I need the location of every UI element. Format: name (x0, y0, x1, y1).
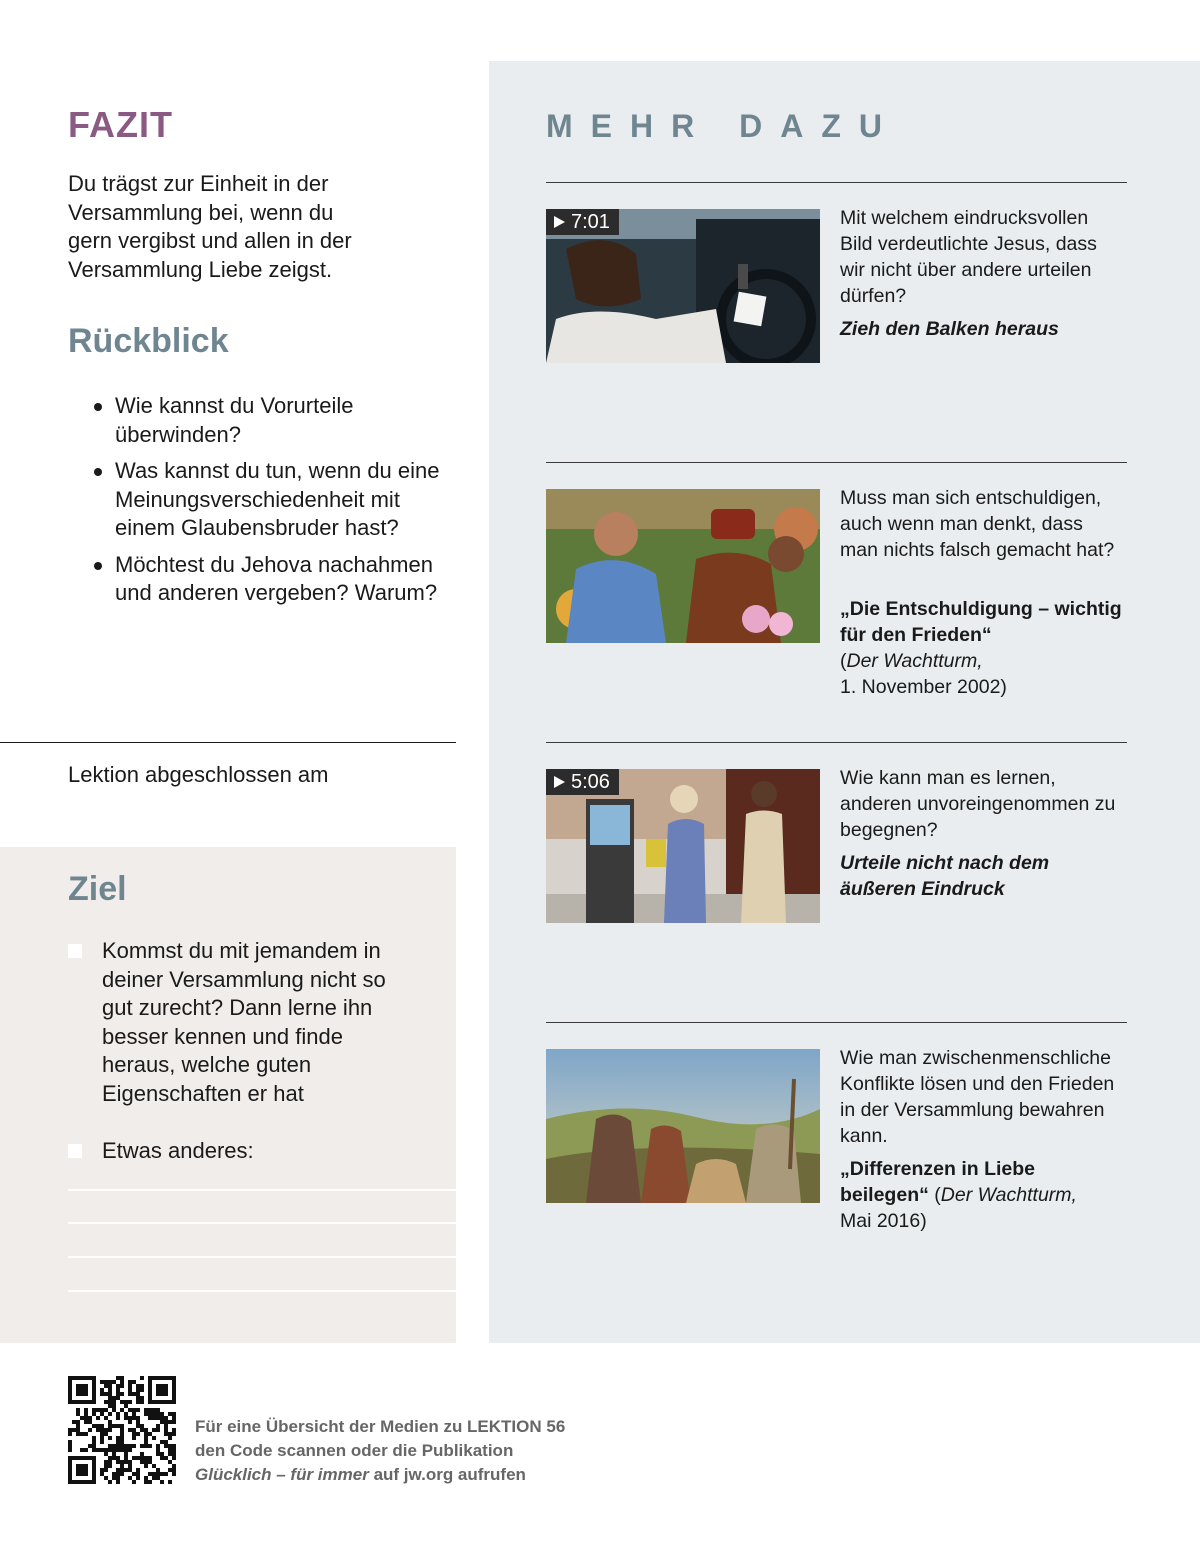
fazit-text: Du trägst zur Einheit in der Versammlung bei, wenn du gern vergibst und allen in der Versammlung Liebe zeigst. (68, 171, 352, 282)
biblical-scene-image (546, 1049, 820, 1203)
video-duration-badge: 5:06 (546, 769, 619, 795)
divider (546, 462, 1127, 463)
divider (546, 182, 1127, 183)
footer-line-2: den Code scannen oder die Publikation (195, 1441, 514, 1460)
qr-code[interactable] (68, 1376, 176, 1484)
goal-checkbox-2[interactable] (68, 1144, 82, 1158)
source-date: Mai 2016) (840, 1210, 927, 1232)
qr-code-pattern (68, 1376, 176, 1484)
article-image-4[interactable] (546, 1049, 820, 1203)
source-paren: ( (928, 1184, 941, 1206)
write-in-line[interactable] (68, 1256, 456, 1258)
video-thumbnail-1[interactable] (546, 209, 820, 363)
rueckblick-item: Was kannst du tun, wenn du eine Meinungsverschiedenheit mit einem Glaubensbruder hast? (92, 457, 462, 543)
entry-question: Wie man zwischenmenschliche Konflikte lösen und den Frieden in der Versammlung bewahren kann. (840, 1047, 1115, 1147)
goal-checkbox-1[interactable] (68, 944, 82, 958)
entry-question: Muss man sich entschuldigen, auch wenn man denkt, dass man nichts falsch gemacht hat? (840, 487, 1115, 561)
rueckblick-item: Wie kannst du Vorurteile überwinden? (92, 392, 462, 449)
write-in-line[interactable] (68, 1290, 456, 1292)
entry-link[interactable]: Urteile nicht nach dem äußeren Eindruck (840, 852, 1050, 900)
play-icon (554, 776, 565, 788)
rueckblick-heading: Rückblick (68, 322, 229, 360)
rueckblick-item: Möchtest du Jehova nachahmen und anderen vergeben? Warum? (92, 551, 462, 608)
footer-line-1: Für eine Übersicht der Medien zu LEKTION 56 (195, 1417, 566, 1436)
divider (0, 742, 456, 743)
play-icon (554, 216, 565, 228)
goal-option-text: Kommst du mit jemandem in deiner Versammlung nicht so gut zurecht? Dann lerne ihn besser kennen und finde heraus, welche guten Eigenschaften er hat (102, 938, 386, 1106)
greeting-scene-image (546, 489, 820, 643)
lesson-completed-label: Lektion abgeschlossen am (68, 762, 329, 787)
entry-link[interactable]: Zieh den Balken heraus (840, 318, 1059, 340)
footer-note (195, 1415, 565, 1487)
entry-question: Mit welchem eindrucksvollen Bild verdeutlichte Jesus, dass wir nicht über andere urteilen dürfen? (840, 207, 1097, 307)
publication-title: Glücklich – für immer (195, 1465, 369, 1484)
source-paren: ( (840, 650, 847, 672)
write-in-line[interactable] (68, 1222, 456, 1224)
write-in-line[interactable] (68, 1189, 456, 1191)
entry-link[interactable] (840, 596, 1125, 700)
divider (546, 1022, 1127, 1023)
article-title: „Differenzen in Liebe beilegen“ (840, 1158, 1036, 1206)
divider (546, 742, 1127, 743)
source-publication: Der Wachtturm, (940, 1184, 1077, 1206)
goal-option-other: Etwas anderes: (102, 1138, 254, 1163)
video-thumbnail-3[interactable] (546, 769, 820, 923)
video-duration-badge: 7:01 (546, 209, 619, 235)
source-date: 1. November 2002) (840, 676, 1007, 698)
footer-line-3: auf jw.org aufrufen (368, 1465, 526, 1484)
source-publication: Der Wachtturm, (846, 650, 983, 672)
entry-link[interactable] (840, 1156, 1090, 1234)
ziel-heading: Ziel (68, 870, 127, 908)
entry-question: Wie kann man es lernen, anderen unvoreingenommen zu begegnen? (840, 767, 1116, 841)
rueckblick-list (92, 392, 462, 616)
mehr-dazu-heading: MEHR DAZU (546, 108, 900, 144)
article-title: „Die Entschuldigung – wichtig für den Frieden“ (840, 598, 1122, 646)
article-image-2[interactable] (546, 489, 820, 643)
fazit-heading: FAZIT (68, 104, 173, 145)
